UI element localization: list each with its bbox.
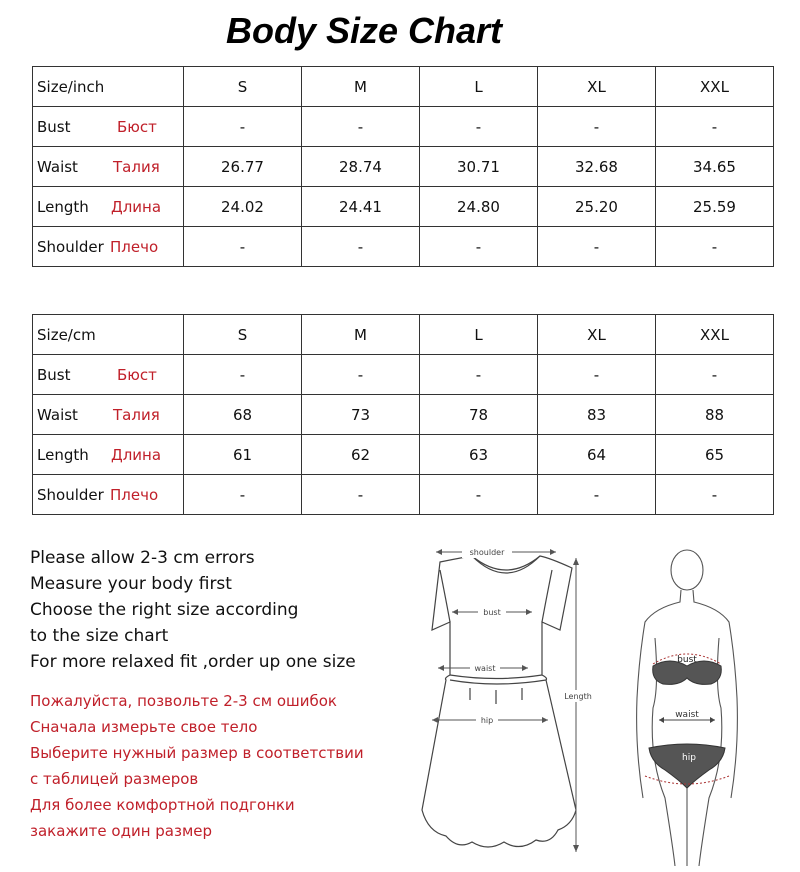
header-cell: XXL [656,67,774,107]
hip-shape [649,744,725,788]
table-cell: 78 [420,395,538,435]
table-cell: - [420,107,538,147]
table-cell: - [302,227,420,267]
table-cell: 88 [656,395,774,435]
note-line: Сначала измерьте свое тело [30,718,258,736]
note-line: Please allow 2-3 cm errors [30,548,255,568]
row-label-en: Length [37,445,89,464]
note-line: Measure your body first [30,574,232,594]
row-label-ru: Длина [111,197,162,216]
note-line: Choose the right size according [30,600,299,620]
row-label [33,147,184,187]
table-row [33,107,774,147]
header-cell: M [302,315,420,355]
table-cell: - [184,107,302,147]
dress-diagram [400,540,610,865]
row-label-en: Waist [37,405,78,424]
table-row [33,147,774,187]
page-title: Body Size Chart [226,10,503,51]
row-label-en: Bust [37,365,71,384]
table-cell: 25.59 [656,187,774,227]
row-label-en: Waist [37,157,78,176]
dress-outline [422,556,576,847]
table-cell: - [302,475,420,515]
table-row [33,355,774,395]
table-cell: - [656,475,774,515]
table-cell: - [538,355,656,395]
body-hip-label: hip [682,753,696,763]
table-cell: - [184,475,302,515]
table-cell: - [538,227,656,267]
note-line: Для более комфортной подгонки [30,796,295,814]
table-cell: 64 [538,435,656,475]
table-cell: - [656,355,774,395]
row-label-ru: Длина [111,445,162,464]
header-cell: S [184,67,302,107]
table-cell: - [302,107,420,147]
note-line: For more relaxed fit ,order up one size [30,652,356,672]
table-cell: - [538,107,656,147]
row-label [33,475,184,515]
row-label-ru: Плечо [110,485,159,504]
hip-label: hip [480,716,494,725]
header-cell: XL [538,315,656,355]
table-header-row [33,67,774,107]
table-cell: - [302,355,420,395]
table-cell: 28.74 [302,147,420,187]
length-label: Length [564,692,592,701]
note-line: закажите один размер [30,822,213,840]
table-cell: 63 [420,435,538,475]
table-cell: 73 [302,395,420,435]
note-line: Выберите нужный размер в соответствии [30,744,364,762]
header-cell: XL [538,67,656,107]
header-cell: L [420,315,538,355]
row-label-ru: Талия [113,157,160,176]
row-label-ru: Бюст [117,365,157,384]
waist-label: waist [474,664,496,673]
table-cell: 24.41 [302,187,420,227]
head-outline [671,550,703,590]
note-line: Пожалуйста, позвольте 2-3 см ошибок [30,692,337,710]
table-cell: 25.20 [538,187,656,227]
shoulder-label: shoulder [469,548,505,557]
row-label-en: Bust [37,117,71,136]
row-label-ru: Плечо [110,237,159,256]
table-cell: 83 [538,395,656,435]
size-table-inch [32,66,774,267]
table-cell: - [184,227,302,267]
notes-english [30,545,356,675]
table-cell: 32.68 [538,147,656,187]
table-cell: - [420,227,538,267]
body-diagram [625,548,775,866]
row-label-en: Shoulder [37,485,104,504]
table-cell: - [656,227,774,267]
body-bust-label: bust [677,655,697,665]
table-cell: 68 [184,395,302,435]
table-cell: 26.77 [184,147,302,187]
notes-russian [30,688,364,844]
body-waist-label: waist [675,710,699,720]
header-cell: S [184,315,302,355]
table-cell: 61 [184,435,302,475]
note-line: с таблицей размеров [30,770,199,788]
header-cell: Size/inch [33,67,184,107]
table-cell: 34.65 [656,147,774,187]
table-row [33,475,774,515]
row-label-ru: Талия [113,405,160,424]
table-cell: 62 [302,435,420,475]
row-label-en: Length [37,197,89,216]
table-row [33,435,774,475]
row-label [33,107,184,147]
bust-label: bust [483,608,501,617]
table-cell: - [420,355,538,395]
table-cell: - [420,475,538,515]
row-label-en: Shoulder [37,237,104,256]
note-line: to the size chart [30,626,169,646]
row-label [33,227,184,267]
header-cell: Size/cm [33,315,184,355]
table-row [33,395,774,435]
table-row [33,187,774,227]
table-cell: - [538,475,656,515]
header-cell: L [420,67,538,107]
table-cell: 24.02 [184,187,302,227]
row-label [33,395,184,435]
table-cell: 24.80 [420,187,538,227]
table-row [33,227,774,267]
header-cell: M [302,67,420,107]
row-label [33,187,184,227]
row-label-ru: Бюст [117,117,157,136]
table-header-row [33,315,774,355]
table-cell: - [656,107,774,147]
row-label [33,355,184,395]
table-cell: - [184,355,302,395]
size-table-cm [32,314,774,515]
header-cell: XXL [656,315,774,355]
table-cell: 65 [656,435,774,475]
row-label [33,435,184,475]
table-cell: 30.71 [420,147,538,187]
